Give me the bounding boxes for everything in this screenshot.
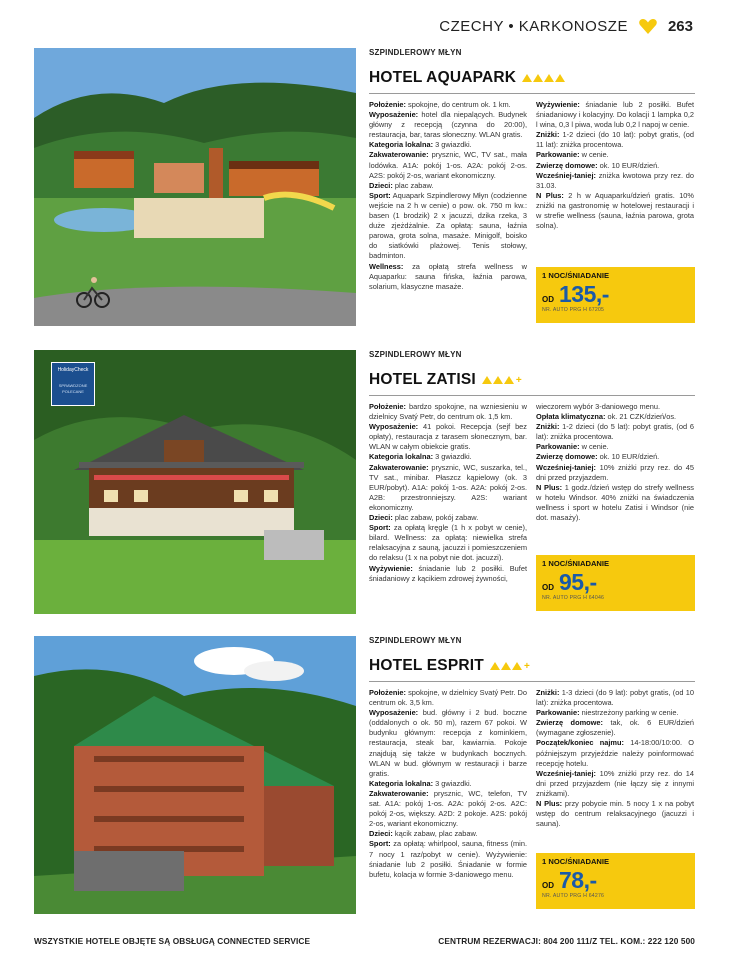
- description-col-2: Zniżki: 1-3 dzieci (do 9 lat): pobyt gratis, (od 10 lat): zniżka procentowa. Parkowanie: niestrzeżony parking w cenie. Zwierzę domowe: tak, ok. 6 EUR/dzień (wymagane zgłoszenie). Początek/koniec najmu: 14-18:00/10:00. O późniejszym przyjeździe należy poinformować recepcję hotelu. Wcześniej-taniej: 10% zniżki przy rez. do 14 dni przed przyjazdem (nie łączy się z innymi zniżkami). N Plus: przy pobycie min. 5 nocy 1 x na pobyt wstęp do centrum relaksacyjnego (jacuzzi i sauna).: [536, 688, 694, 829]
- page-number: 263: [667, 18, 693, 35]
- price-label: 1 NOC/ŚNIADANIE: [542, 559, 610, 568]
- hotel-name: HOTEL ZATISI: [369, 371, 476, 388]
- hotel-esprit-photo: [34, 636, 356, 914]
- offer-code: NR. AUTO PRG H 64276: [542, 893, 605, 899]
- sun-star-icon: [544, 74, 554, 82]
- offer-code: NR. AUTO PRG H 64046: [542, 595, 605, 601]
- hotel-category: SZPINDLEROWY MŁYN: [369, 636, 462, 645]
- sun-star-icon: [512, 662, 522, 670]
- price-label: 1 NOC/ŚNIADANIE: [542, 271, 610, 280]
- divider: [369, 395, 695, 396]
- hotel-name: HOTEL AQUAPARK: [369, 69, 517, 86]
- star-rating: [490, 661, 530, 672]
- star-rating: [522, 74, 565, 82]
- footer-contact: CENTRUM REZERWACJI: 804 200 111/Z TEL. KOM.: 222 120 500: [438, 936, 695, 946]
- price-label: 1 NOC/ŚNIADANIE: [542, 857, 610, 866]
- hotel-zatisi: [34, 350, 695, 614]
- region-title: CZECHY • KARKONOSZE: [439, 18, 628, 35]
- hotel-name: HOTEL ESPRIT: [369, 657, 484, 674]
- price-box: [536, 555, 695, 611]
- sun-star-icon: [501, 662, 511, 670]
- divider: [369, 681, 695, 682]
- page-footer: [34, 936, 695, 946]
- description-col-1: Położenie: spokojne, w dzielnicy Svatý Petr. Do centrum ok. 3,5 km. Wyposażenie: bud. główny i 2 bud. boczne (oddalonych o ok. 50 m), razem 67 pokoi. W budynku głównym: recepcja z kominkiem, restauracja, steak bar, kawiarnia. Pokoje znajdują się także w budynkach bocznych. WLAN w bud. głównym w restauracji i barze gratis. Kategoria lokalna: 3 gwiazdki. Zakwaterowanie: prysznic, WC, telefon, TV sat. A1A: pokój 1-os. A2A: pokój 2-os. A2C: pokój 2-os, większy. A2D: 2 pokoje. A2S: pokój 2-os, wariant ekonomiczny. Dzieci: kącik zabaw, plac zabaw. Sport: za opłatą: whirlpool, sauna, fitness (min. 7 nocy 1 raz/pobyt w cenie). Wyżywienie: śniadanie lub 2 posiłki. Śniadanie w formie bufetu, kolacja w formie 3-daniowego menu.: [369, 688, 527, 879]
- hotel-category: SZPINDLEROWY MŁYN: [369, 48, 462, 57]
- price-prefix: OD: [542, 295, 554, 304]
- heart-logo-icon: [638, 19, 658, 35]
- star-rating: [482, 375, 522, 386]
- price-amount: 95,-: [559, 569, 597, 595]
- sun-star-icon: [482, 376, 492, 384]
- price-box: [536, 267, 695, 323]
- sun-star-icon: [555, 74, 565, 82]
- price-prefix: OD: [542, 881, 554, 890]
- hotel-aquapark-photo: [34, 48, 356, 326]
- hotel-category: SZPINDLEROWY MŁYN: [369, 350, 462, 359]
- description-col-2: wieczorem wybór 3-daniowego menu. Opłata klimatyczna: ok. 21 CZK/dzień/os. Zniżki: 1-2 dzieci (do 5 lat): pobyt gratis, (od 6 lat): zniżka procentowa. Parkowanie: w cenie. Zwierzę domowe: ok. 10 EUR/dzień. Wcześniej-taniej: 10% zniżki przy rez. do 45 dni przed przyjazdem. N Plus: 1 godz./dzień wstęp do strefy wellness w hotelu Windsor. 40% zniżki na świadczenia wellness i sport w hotelu Zatisi i Windsor (nie dot. masaży).: [536, 402, 695, 523]
- plus-mark: +: [515, 374, 522, 386]
- price-prefix: OD: [542, 583, 554, 592]
- price-amount: 78,-: [559, 867, 597, 893]
- hotel-esprit: [34, 636, 695, 914]
- description-col-1: Położenie: spokojne, do centrum ok. 1 km. Wyposażenie: hotel dla niepalących. Budynek główny z recepcją (czynna do 20:00), restauracja, bar, taras słoneczny. WLAN gratis. Kategoria lokalna: 3 gwiazdki. Zakwaterowanie: prysznic, WC, TV sat., mała lodówka. A1A: pokój 1-os. A2A: pokój 2-os. A2S: pokój 2-os, wariant ekonomiczny. Dzieci: plac zabaw. Sport: Aquapark Szpindlerowy Młyn (codzienne wejście na 2 h w cenie) o pow. ok. 750 m kw.: basen (1 brodzik) 2 x jacuzzi, dzika rzeka, 3 duże zjeżdżalnie. Za opłatą: sauna, łaźnia parowa, grota solna, masaże. Minigolf, boisko do siatkówki plażowej. Tenis stołowy, badminton. Wellness: za opłatą strefa wellness w Aquaparku: sauna fińska, łaźnia parowa, solarium, klasyczne masaże.: [369, 100, 527, 291]
- hotel-esprit-info: [369, 636, 695, 899]
- sun-star-icon: [493, 376, 503, 384]
- offer-code: NR. AUTO PRG H 67205: [542, 307, 605, 313]
- hotel-aquapark: [34, 48, 695, 326]
- sun-star-icon: [533, 74, 543, 82]
- price-box: [536, 853, 695, 909]
- divider: [369, 93, 695, 94]
- sun-star-icon: [522, 74, 532, 82]
- hotel-aquapark-info: [369, 48, 695, 313]
- plus-mark: +: [523, 660, 530, 672]
- sun-star-icon: [490, 662, 500, 670]
- holidaycheck-badge: HolidayCheck SPRAWDZONE POLECANE: [51, 362, 95, 406]
- sun-star-icon: [504, 376, 514, 384]
- price-amount: 135,-: [559, 281, 609, 307]
- hotel-zatisi-info: [369, 350, 695, 601]
- footer-service-note: WSZYSTKIE HOTELE OBJĘTE SĄ OBSŁUGĄ CONNECTED SERVICE: [34, 936, 311, 946]
- hotel-zatisi-photo: [34, 350, 356, 614]
- description-col-1: Położenie: bardzo spokojne, na wzniesieniu w dzielnicy Svatý Petr, do centrum ok. 1,5 km. Wyposażenie: 41 pokoi. Recepcja (sejf bez opłaty), restauracja z tarasem słonecznym, bar. WLAN w całym obiekcie gratis. Kategoria lokalna: 3 gwiazdki. Zakwaterowanie: prysznic, WC, suszarka, tel., TV sat., minibar. Płaszcz kąpielowy (ok. 3 EUR/pobyt). A1A: pokój 1-os. A2A: pokój 2-os. A2B: przestronniejszy. A2S: wariant ekonomiczny. Dzieci: plac zabaw, pokój zabaw. Sport: za opłatą kręgle (1 h x pobyt w cenie), bilard. Wellness: za opłatą: niewielka strefa relaksacyjna z sauną, jacuzzi i pomieszczeniem do relaksu (1 x na pobyt nie dot. jacuzzi). Wyżywienie: śniadanie lub 2 posiłki. Bufet śniadaniowy z kącikiem zdrowej żywności,: [369, 402, 527, 583]
- page-header: [439, 18, 693, 35]
- description-col-2: Wyżywienie: śniadanie lub 2 posiłki. Bufet śniadaniowy i kolacyjny. Do kolacji 1 lampka 0,2 l wina, 0,3 l piwa, woda lub 0,2 l napoj w cenie. Zniżki: 1-2 dzieci (do 10 lat): pobyt gratis, (od 11 lat): zniżka procentowa. Parkowanie: w cenie. Zwierzę domowe: ok. 10 EUR/dzień. Wcześniej-taniej: zniżka kwotowa przy rez. do 31.03. N Plus: 2 h w Aquaparku/dzień gratis. 10% zniżki na gastronomię w hotelowej restauracji i w strefie wellness (sauna, łaźnia parowa, grota solna).: [536, 100, 694, 231]
